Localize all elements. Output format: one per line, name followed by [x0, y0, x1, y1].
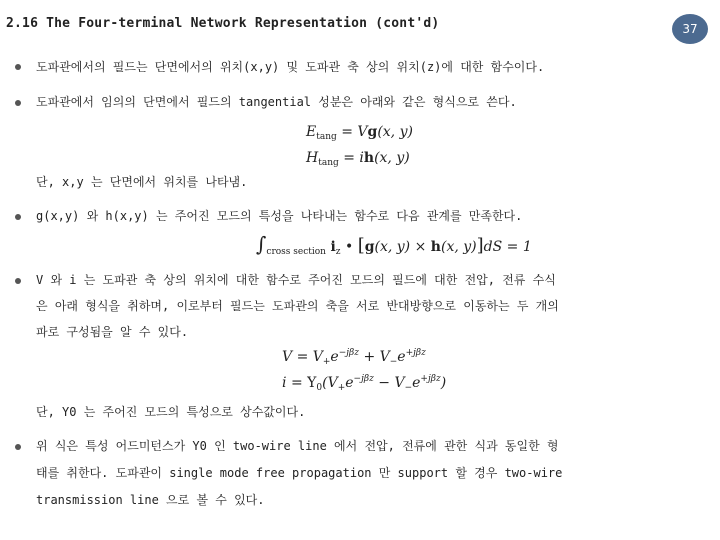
bullet-text-1: 도파관에서의 필드는 단면에서의 위치(x,y) 및 도파관 축 상의 위치(z)에 대한 함수이다. — [36, 60, 545, 74]
equation-e-tang: $E_{tang} = Vg(x$, y) — [306, 124, 413, 142]
bullet-text-4-line-1: V 와 i 는 도파관 축 상의 위치에 대한 함수로 주어진 모드의 필드에 대한 전압, 전류 수식 — [36, 273, 556, 287]
bullet-text-5-line-1: 위 식은 특성 어드미턴스가 Y0 인 two-wire line 에서 전압, 전류에 관한 식과 동일한 형 — [36, 439, 559, 453]
equation-current: $i = Y_0(V_+e^{-j\beta z} - V_-e^{+j\beta z})$ — [282, 374, 447, 393]
equation-orthonormal: $\int_{cross section}$ $i_z$ • [g(x, y) × h(x, y)]dS = 1 — [256, 232, 532, 257]
bullet-text-4-line-3: 파로 구성됨을 알 수 있다. — [36, 325, 189, 339]
page-number-badge: 37 — [672, 14, 708, 44]
note-xy: 단, x,y 는 단면에서 위치를 나타냄. — [36, 175, 248, 189]
bullet-text-5-line-3: transmission line 으로 볼 수 있다. — [36, 493, 265, 507]
bullet-text-3: g(x,y) 와 h(x,y) 는 주어진 모드의 특성을 나타내는 함수로 다음 관계를 만족한다. — [36, 209, 523, 223]
bullet-dot-icon — [15, 100, 21, 106]
equation-h-tang: $H_{tang} = ih(x$, y) — [306, 150, 410, 168]
bullet-text-4-line-2: 은 아래 형식을 취하며, 이로부터 필드는 도파관의 축을 서로 반대방향으로 이동하는 두 개의 — [36, 299, 559, 313]
bullet-dot-icon — [15, 64, 21, 70]
bullet-text-5-line-2: 태를 취한다. 도파관이 single mode free propagation 만 support 할 경우 two-wire — [36, 466, 563, 480]
bullet-text-2: 도파관에서 임의의 단면에서 필드의 tangential 성분은 아래와 같은 형식으로 쓴다. — [36, 95, 517, 109]
page-title: 2.16 The Four-terminal Network Representation (cont'd) — [6, 16, 440, 31]
bullet-dot-icon — [15, 214, 21, 220]
note-y0: 단, Y0 는 주어진 모드의 특성으로 상수값이다. — [36, 405, 306, 419]
bullet-dot-icon — [15, 278, 21, 284]
bullet-dot-icon — [15, 444, 21, 450]
equation-voltage: $V = V_+e^{-j\beta z} + V_-e^{+j\beta z}$ — [282, 348, 426, 367]
